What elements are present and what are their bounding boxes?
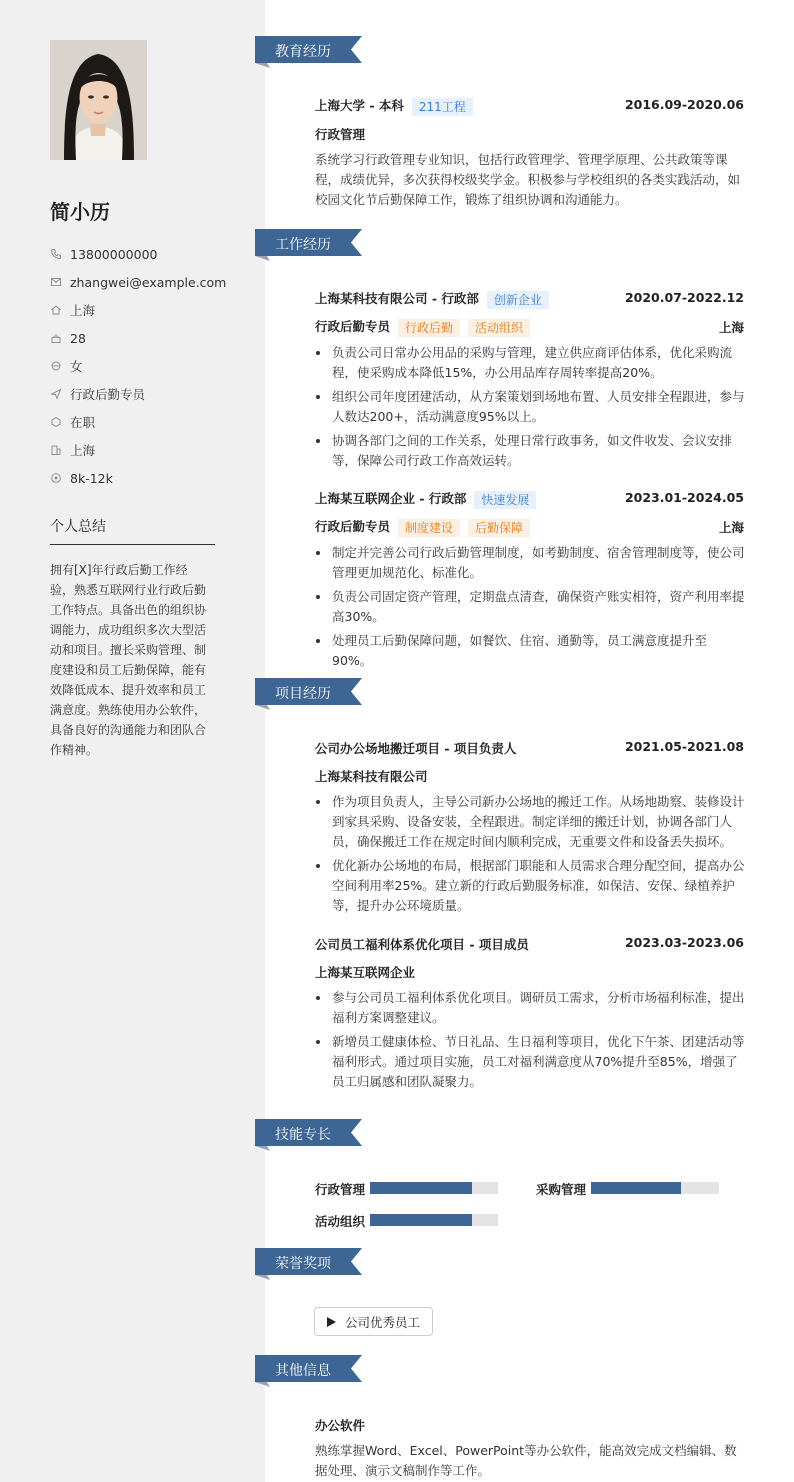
age-icon bbox=[50, 332, 62, 344]
work-role bbox=[315, 517, 530, 537]
info-text: zhangwei@example.com bbox=[70, 274, 227, 290]
info-text: 8k-12k bbox=[70, 470, 113, 486]
section-title: 技能专长 bbox=[275, 1127, 331, 1143]
summary-title: 个人总结 bbox=[50, 519, 106, 535]
position-icon bbox=[50, 388, 62, 400]
status-icon bbox=[50, 416, 62, 428]
role-tag: 活动组织 bbox=[468, 319, 530, 337]
project-title: 公司办公场地搬迁项目 - 项目负责人 bbox=[315, 741, 517, 756]
skill-bar bbox=[370, 1182, 498, 1194]
work-role bbox=[315, 317, 530, 337]
info-status bbox=[50, 412, 95, 432]
skill-name: 采购管理 bbox=[536, 1182, 587, 1197]
info-age bbox=[50, 328, 86, 348]
project-date: 2023.03-2023.06 bbox=[624, 935, 744, 950]
email-icon bbox=[50, 276, 62, 288]
info-salary bbox=[50, 468, 113, 488]
section-header-honors bbox=[255, 1248, 362, 1284]
company-name: 上海某科技有限公司 - 行政部 bbox=[315, 291, 479, 306]
gender-icon bbox=[50, 360, 62, 372]
work-bullet: 负责公司日常办公用品的采购与管理，建立供应商评估体系，优化采购流程，使采购成本降低15%，办公用品库存周转率提高20%。 bbox=[315, 343, 745, 383]
work-date: 2023.01-2024.05 bbox=[624, 490, 744, 505]
play-icon bbox=[327, 1317, 336, 1327]
summary-divider bbox=[50, 544, 215, 545]
company-tag: 快速发展 bbox=[474, 491, 536, 509]
skill-bar bbox=[591, 1182, 719, 1194]
section-title: 工作经历 bbox=[275, 237, 331, 253]
home-icon bbox=[50, 304, 62, 316]
project-org: 上海某互联网企业 bbox=[315, 965, 416, 980]
skill-name: 活动组织 bbox=[315, 1214, 366, 1229]
section-header-other bbox=[255, 1355, 362, 1391]
project-title: 公司员工福利体系优化项目 - 项目成员 bbox=[315, 937, 529, 952]
section-header-skills bbox=[255, 1119, 362, 1155]
section-title: 项目经历 bbox=[275, 686, 331, 702]
info-email bbox=[50, 272, 226, 292]
info-city bbox=[50, 440, 95, 460]
info-text: 28 bbox=[70, 330, 86, 346]
profile-photo bbox=[50, 40, 147, 160]
skill-fill bbox=[370, 1214, 472, 1226]
info-gender bbox=[50, 356, 83, 376]
company-name: 上海某互联网企业 - 行政部 bbox=[315, 491, 467, 506]
skill-bar bbox=[370, 1214, 498, 1226]
work-bullet: 处理员工后勤保障问题，如餐饮、住宿、通勤等，员工满意度提升至90%。 bbox=[315, 631, 745, 671]
info-text: 13800000000 bbox=[70, 246, 158, 262]
section-header-project bbox=[255, 678, 362, 714]
role-name: 行政后勤专员 bbox=[315, 319, 391, 334]
work-city: 上海 bbox=[718, 520, 744, 535]
info-text: 女 bbox=[70, 359, 83, 374]
award-text: 公司优秀员工 bbox=[345, 1314, 421, 1330]
work-bullet: 组织公司年度团建活动，从方案策划到场地布置、人员安排全程跟进，参与人数达200+，活动满意度95%以上。 bbox=[315, 387, 745, 427]
info-text: 上海 bbox=[70, 303, 96, 318]
info-text: 上海 bbox=[70, 443, 96, 458]
info-home bbox=[50, 300, 95, 320]
section-title: 荣誉奖项 bbox=[275, 1256, 331, 1272]
role-name: 行政后勤专员 bbox=[315, 519, 391, 534]
info-phone bbox=[50, 244, 157, 264]
candidate-name: 简小历 bbox=[50, 200, 110, 224]
work-bullet: 制定并完善公司行政后勤管理制度，如考勤制度、宿舍管理制度等，使公司管理更加规范化、标准化。 bbox=[315, 543, 745, 583]
education-date: 2016.09-2020.06 bbox=[624, 97, 744, 112]
project-bullet: 作为项目负责人，主导公司新办公场地的搬迁工作。从场地勘察、装修设计到家具采购、设备安装，全程跟进。制定详细的搬迁计划，协调各部门人员，确保搬迁工作在规定时间内顺利完成，无重要文件和设备丢失损坏。 bbox=[315, 792, 745, 852]
section-header-education bbox=[255, 36, 362, 72]
salary-icon bbox=[50, 472, 62, 484]
company-tag: 创新企业 bbox=[487, 291, 549, 309]
work-company bbox=[315, 289, 549, 309]
section-title: 其他信息 bbox=[275, 1363, 331, 1379]
city-icon bbox=[50, 444, 62, 456]
school-name: 上海大学 - 本科 bbox=[315, 98, 404, 113]
work-date: 2020.07-2022.12 bbox=[624, 290, 744, 305]
skill-fill bbox=[370, 1182, 472, 1194]
project-bullet: 参与公司员工福利体系优化项目。调研员工需求，分析市场福利标准，提出福利方案调整建议。 bbox=[315, 988, 745, 1028]
role-tag: 制度建设 bbox=[398, 519, 460, 537]
project-date: 2021.05-2021.08 bbox=[624, 739, 744, 754]
info-position bbox=[50, 384, 145, 404]
info-text: 行政后勤专员 bbox=[70, 387, 146, 402]
education-desc: 系统学习行政管理专业知识，包括行政管理学、管理学原理、公共政策等课程，成绩优异，多次获得校级奖学金。积极参与学校组织的各类实践活动，如校园文化节后勤保障工作，锻炼了组织协调和沟通能力。 bbox=[315, 152, 741, 207]
school-tag: 211工程 bbox=[412, 98, 473, 116]
project-bullet: 优化新办公场地的布局，根据部门职能和人员需求合理分配空间，提高办公空间利用率25%。建立新的行政后勤服务标准，如保洁、安保、绿植养护等，提升办公环境质量。 bbox=[315, 856, 745, 916]
section-header-work bbox=[255, 229, 362, 265]
education-major: 行政管理 bbox=[315, 127, 366, 142]
project-bullet: 新增员工健康体检、节日礼品、生日福利等项目，优化下午茶、团建活动等福利形式。通过项目实施，员工对福利满意度从70%提升至85%，增强了员工归属感和团队凝聚力。 bbox=[315, 1032, 745, 1092]
phone-icon bbox=[50, 248, 62, 260]
skill-name: 行政管理 bbox=[315, 1182, 366, 1197]
other-title: 办公软件 bbox=[315, 1418, 366, 1433]
skill-fill bbox=[591, 1182, 681, 1194]
work-company bbox=[315, 489, 536, 509]
work-bullet: 协调各部门之间的工作关系，处理日常行政事务，如文件收发、会议安排等，保障公司行政工作高效运转。 bbox=[315, 431, 745, 471]
education-school bbox=[315, 96, 473, 116]
role-tag: 行政后勤 bbox=[398, 319, 460, 337]
summary-text: 拥有[X]年行政后勤工作经验，熟悉互联网行业行政后勤工作特点。具备出色的组织协调能力，成功组织多次大型活动和项目。擅长采购管理、制度建设和员工后勤保障，能有效降低成本、提升效率和员工满意度。熟练使用办公软件，具备良好的沟通能力和团队合作精神。 bbox=[50, 563, 207, 757]
section-title: 教育经历 bbox=[275, 44, 331, 60]
work-bullet: 负责公司固定资产管理，定期盘点清查，确保资产账实相符，资产利用率提高30%。 bbox=[315, 587, 745, 627]
info-text: 在职 bbox=[70, 415, 96, 430]
project-org: 上海某科技有限公司 bbox=[315, 769, 428, 784]
work-city: 上海 bbox=[718, 320, 744, 335]
other-desc: 熟练掌握Word、Excel、PowerPoint等办公软件，能高效完成文档编辑、数据处理、演示文稿制作等工作。 bbox=[315, 1443, 737, 1478]
role-tag: 后勤保障 bbox=[468, 519, 530, 537]
award-chip bbox=[314, 1307, 433, 1336]
